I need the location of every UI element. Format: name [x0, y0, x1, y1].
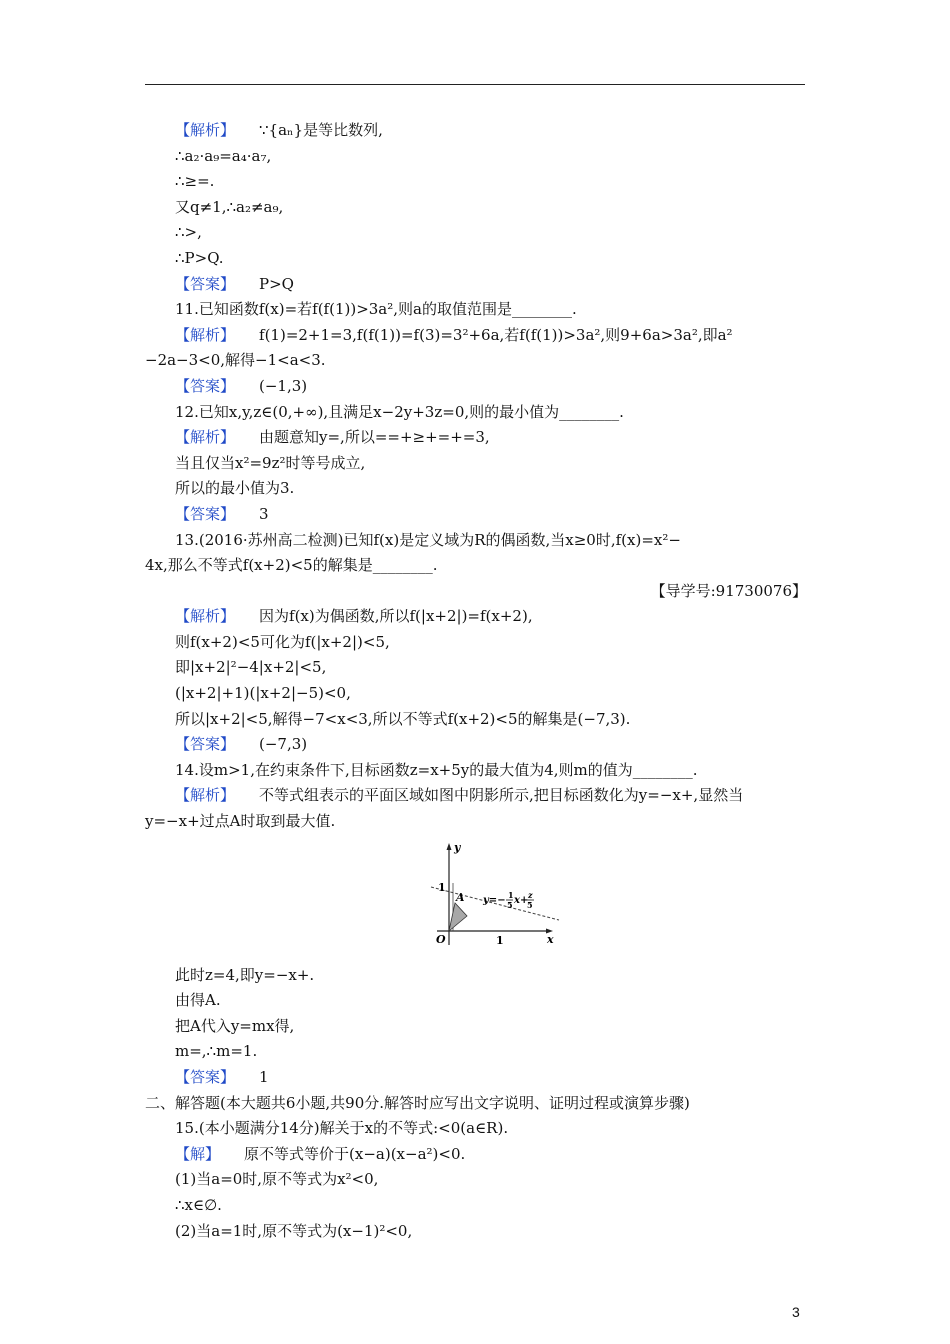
text-line [145, 783, 807, 809]
text-line [145, 476, 807, 502]
line-text: 此时z=4,即y=−x+. [175, 965, 315, 984]
text-line [145, 1091, 807, 1117]
line-text: (|x+2|+1)(|x+2|−5)<0, [175, 684, 351, 703]
line-text: 1 [259, 1068, 269, 1086]
line-text: 13.(2016·苏州高二检测)已知f(x)是定义域为R的偶函数,当x≥0时,f(x)=x²− [175, 530, 681, 549]
line-text: 当且仅当x²=9z²时等号成立, [175, 453, 366, 472]
line-text: ∴a₂·a₉=a₄·a₇, [175, 146, 272, 165]
line-text: (−7,3) [259, 735, 308, 754]
text-line [145, 988, 807, 1014]
line-label-mid: x+ [514, 894, 529, 906]
section-tag: 【答案】 [175, 504, 236, 523]
line-text: 二、解答题(本大题共6小题,共90分.解答时应写出文字说明、证明过程或演算步骤) [145, 1093, 690, 1112]
y-tick-label: 1 [438, 880, 446, 894]
text-line [145, 195, 807, 221]
line-text: 所以的最小值为3. [175, 479, 295, 498]
text-line [145, 553, 807, 579]
text-line [145, 1142, 807, 1168]
line-text: 3 [259, 504, 269, 523]
header-rule [145, 84, 805, 85]
text-block-3 [145, 963, 807, 1245]
section-tag: 【答案】 [175, 1068, 236, 1086]
document-body [145, 118, 807, 1244]
text-line [145, 272, 807, 298]
text-line [145, 1116, 807, 1142]
line-text: P>Q [259, 274, 294, 293]
y-axis-arrow-icon [447, 843, 452, 850]
line-text: m=,∴m=1. [175, 1042, 258, 1061]
text-line [145, 220, 807, 246]
feasible-region-diagram [423, 839, 563, 959]
text-line [145, 451, 807, 477]
frac2-den: 5 [527, 899, 533, 910]
line-text: 11.已知函数f(x)=若f(f(1))>3a²,则a的取值范围是________. [175, 300, 577, 319]
line-text: 14.设m>1,在约束条件下,目标函数z=x+5y的最大值为4,则m的值为________. [175, 760, 698, 779]
line-text: 4x,那么不等式f(x+2)<5的解集是________. [145, 556, 438, 575]
line-text: ∴≥=. [175, 172, 215, 191]
text-block-2 [145, 604, 807, 834]
line-text: ∴P>Q. [175, 248, 224, 267]
guide-number: 【导学号:91730076】 [650, 581, 807, 600]
feasible-region-figure [145, 835, 807, 963]
line-text: 不等式组表示的平面区域如图中阴影所示,把目标函数化为y=−x+,显然当 [259, 786, 744, 805]
text-line [145, 732, 807, 758]
line-label-prefix: y=− [483, 894, 506, 906]
line-text: 因为f(x)为偶函数,所以f(|x+2|)=f(x+2), [259, 607, 533, 626]
line-text: 把A代入y=mx得, [175, 1016, 295, 1035]
line-text: ∴x∈∅. [175, 1195, 222, 1214]
text-line [145, 323, 807, 349]
section-tag: 【答案】 [175, 376, 236, 395]
text-line [145, 809, 807, 835]
text-block-1 [145, 118, 807, 579]
section-tag: 【解析】 [175, 428, 236, 447]
line-text: 由得A. [175, 991, 221, 1010]
text-line [145, 655, 807, 681]
text-line [145, 528, 807, 554]
text-line [145, 1219, 807, 1245]
text-line [145, 246, 807, 272]
text-line [145, 963, 807, 989]
line-text: 由题意知y=,所以==+≥+=+=3, [259, 428, 490, 447]
text-line [145, 707, 807, 733]
line-text: y=−x+过点A时取到最大值. [145, 812, 336, 831]
origin-label: O [436, 932, 446, 946]
text-line [145, 1039, 807, 1065]
text-line [145, 1065, 807, 1091]
section-tag: 【答案】 [175, 735, 236, 754]
line-text: 又q≠1,∴a₂≠a₉, [175, 197, 284, 216]
text-line [145, 502, 807, 528]
section-tag: 【解析】 [175, 325, 236, 344]
line-text: ∴>, [175, 223, 202, 242]
text-line [145, 1193, 807, 1219]
text-line [145, 1167, 807, 1193]
text-line [145, 374, 807, 400]
line-text: (−1,3) [259, 376, 308, 395]
text-line [145, 297, 807, 323]
frac1-num: 1 [508, 889, 514, 900]
text-line [145, 758, 807, 784]
frac1-den: 5 [507, 899, 513, 910]
shaded-region [449, 903, 467, 931]
section-tag: 【解】 [175, 1144, 221, 1163]
section-tag: 【答案】 [175, 274, 236, 293]
text-line [145, 400, 807, 426]
point-a-label: A [456, 890, 465, 904]
line-text: ∵{aₙ}是等比数列, [259, 121, 383, 139]
section-tag: 【解析】 [175, 607, 236, 626]
text-line [145, 169, 807, 195]
text-line [145, 348, 807, 374]
text-line [145, 604, 807, 630]
text-line [145, 630, 807, 656]
text-line [145, 1014, 807, 1040]
text-line [145, 425, 807, 451]
x-tick-label: 1 [496, 933, 504, 947]
line-text: f(1)=2+1=3,f(f(1))=f(3)=3²+6a,若f(f(1))>3a²,则9+6a>3a²,即a² [259, 325, 733, 344]
line-text: (1)当a=0时,原不等式为x²<0, [175, 1170, 379, 1189]
text-line [145, 681, 807, 707]
line-text: (2)当a=1时,原不等式为(x−1)²<0, [175, 1221, 413, 1240]
line-text: 15.(本小题满分14分)解关于x的不等式:<0(a∈R). [175, 1119, 509, 1138]
text-line [145, 118, 807, 144]
line-text: −2a−3<0,解得−1<a<3. [145, 351, 326, 370]
section-tag: 【解析】 [175, 121, 236, 139]
x-axis-label: x [547, 932, 554, 946]
line-text: 所以|x+2|<5,解得−7<x<3,所以不等式f(x+2)<5的解集是(−7,3). [175, 709, 631, 728]
frac2-num: z [528, 889, 533, 900]
line-text: 则f(x+2)<5可化为f(|x+2|)<5, [175, 632, 390, 651]
line-text: 即|x+2|²−4|x+2|<5, [175, 658, 327, 677]
text-line [145, 144, 807, 170]
line-text: 12.已知x,y,z∈(0,+∞),且满足x−2y+3z=0,则的最小值为________. [175, 402, 624, 421]
y-axis-label: y [454, 840, 461, 854]
section-tag: 【解析】 [175, 786, 236, 805]
page-number: 3 [792, 1304, 800, 1320]
line-text: 原不等式等价于(x−a)(x−a²)<0. [244, 1144, 466, 1163]
